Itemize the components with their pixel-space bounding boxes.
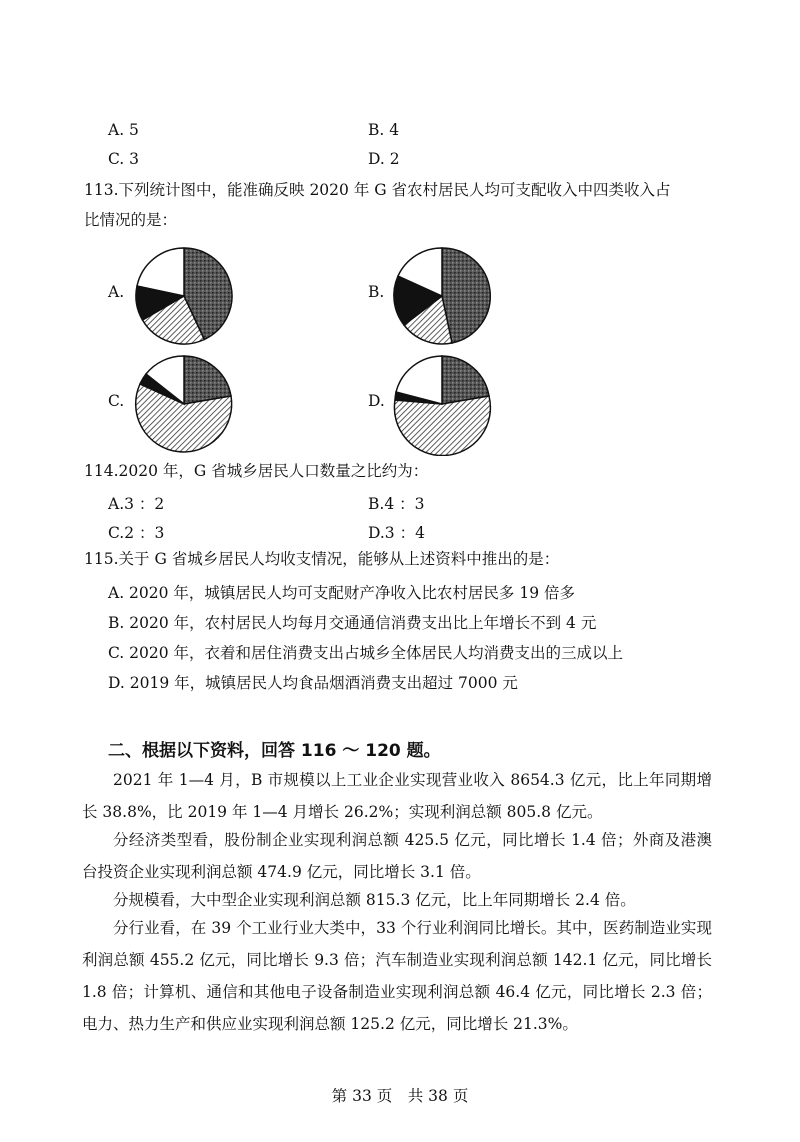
pie-chart-a[interactable] (132, 244, 236, 348)
q114-option-b[interactable]: B.4 ：3 (368, 495, 425, 513)
q113-stem-line2: 比情况的是： (84, 211, 178, 229)
q115-option-c[interactable]: C. 2020 年，衣着和居住消费支出占城乡全体居民人均消费支出的三成以上 (108, 644, 624, 662)
q115-stem: 115.关于 G 省城乡居民人均收支情况，能够从上述资料中推出的是： (84, 550, 560, 568)
page-footer: 第 33 页 共 38 页 (331, 1087, 469, 1105)
pie-label-c[interactable]: C. (108, 392, 125, 410)
pie-chart-d[interactable] (390, 352, 494, 456)
q113-stem-line1: 113.下列统计图中，能准确反映 2020 年 G 省农村居民人均可支配收入中四类收入占 (84, 181, 671, 199)
q112-option-a[interactable]: A. 5 (108, 121, 139, 139)
q114-option-a[interactable]: A.3 ：2 (108, 495, 165, 513)
section2-paragraph-1: 2021 年 1—4 月，B 市规模以上工业企业实现营业收入 8654.3 亿元，比上年同期增长 38.8%，比 2019 年 1—4 月增长 26.2%；实现利润总额 805.8 亿元。 (82, 771, 712, 821)
section2-paragraph-3: 分规模看，大中型企业实现利润总额 815.3 亿元，比上年同期增长 2.4 倍。 (113, 891, 636, 909)
pie-label-b[interactable]: B. (368, 283, 385, 301)
q115-option-a[interactable]: A. 2020 年，城镇居民人均可支配财产净收入比农村居民多 19 倍多 (108, 584, 575, 602)
pie-label-a[interactable]: A. (108, 283, 125, 301)
q114-stem: 114.2020 年，G 省城乡居民人口数量之比约为： (84, 462, 429, 480)
q112-option-c[interactable]: C. 3 (108, 150, 140, 168)
pie-chart-b[interactable] (390, 244, 494, 348)
q112-option-d[interactable]: D. 2 (368, 150, 400, 168)
pie-label-d[interactable]: D. (368, 392, 385, 410)
q115-option-b[interactable]: B. 2020 年，农村居民人均每月交通通信消费支出比上年增长不到 4 元 (108, 614, 597, 632)
pie-chart-c[interactable] (132, 352, 236, 456)
q114-option-d[interactable]: D.3 ：4 (368, 524, 425, 542)
q114-option-c[interactable]: C.2 ：3 (108, 524, 165, 542)
section2-heading: 二、根据以下资料，回答 116 ～ 120 题。 (108, 741, 441, 761)
q115-option-d[interactable]: D. 2019 年，城镇居民人均食品烟酒消费支出超过 7000 元 (108, 674, 518, 692)
section2-paragraph-2: 分经济类型看，股份制企业实现利润总额 425.5 亿元，同比增长 1.4 倍；外商及港澳台投资企业实现利润总额 474.9 亿元，同比增长 3.1 倍。 (82, 831, 712, 881)
q112-option-b[interactable]: B. 4 (368, 121, 400, 139)
section2-paragraph-4: 分行业看，在 39 个工业行业大类中，33 个行业利润同比增长。其中，医药制造业实现利润总额 455.2 亿元，同比增长 9.3 倍；汽车制造业实现利润总额 142.1 亿元，同比增长 1.8 倍；计算机、通信和其他电子设备制造业实现利润总额 46.4 亿元，同比增长 2.3 倍；电力、热力生产和供应业实现利润总额 125.2 亿元，同比增长 21.3%。 (82, 919, 712, 1033)
